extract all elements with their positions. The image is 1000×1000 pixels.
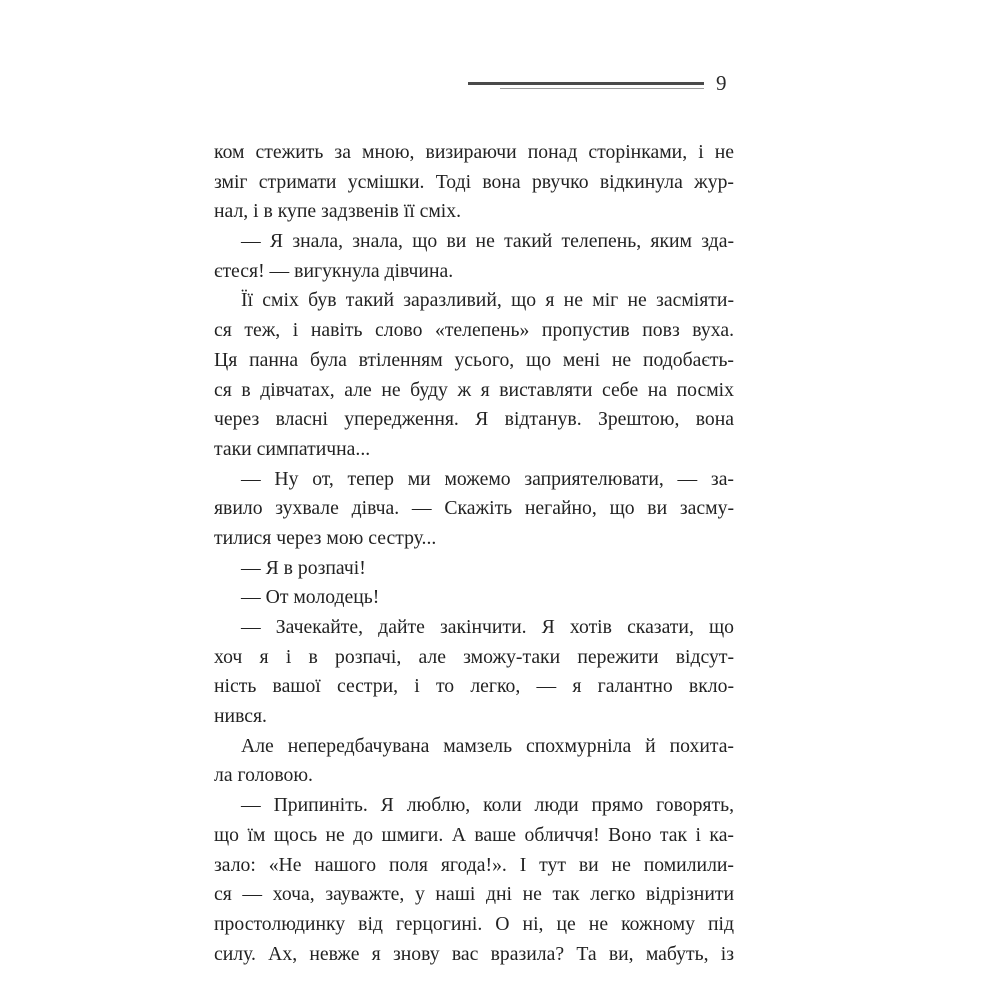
page-number: 9 [716,71,727,95]
text-line: ком стежить за мною, визираючи понад сторінками, і не [214,141,734,163]
text-line: — От молодець! [241,586,380,609]
text-line: нал, і в купе задзвенів її сміх. [214,200,462,223]
text-line: силу. Ах, невже я знову вас вразила? Та ви, мабуть, із [214,942,734,965]
text-line: ся в дівчатах, але не буду ж я виставляти себе на посміх [214,378,734,401]
text-line: ність вашої сестри, і то легко, — я галантно вкло- [214,675,734,698]
text-line: явило зухвале дівча. — Скажіть негайно, що ви засму- [214,497,734,520]
text-line: — Я знала, знала, що ви не такий телепень, яким зда- [241,230,734,253]
body-text [214,138,734,969]
text-line: тилися через мою сестру... [214,526,437,549]
text-line: зало: «Не нашого поля ягода!». І тут ви не помилили- [214,853,734,876]
text-line: Ця панна була втіленням усього, що мені не подобаєть- [214,348,734,371]
text-line: ся теж, і навіть слово «телепень» пропустив повз вуха. [214,319,734,342]
header-rule [468,82,704,85]
text-line: що їм щось не до шмиги. А ваше обличчя! Воно так і ка- [214,823,734,846]
text-line: — Зачекайте, дайте закінчити. Я хотів сказати, що [241,616,734,638]
text-line: Її сміх був такий заразливий, що я не міг не засміяти- [241,289,734,312]
text-line: ла головою. [214,764,313,787]
text-line: хоч я і в розпачі, але зможу-таки пережити відсут- [214,645,734,668]
text-line: єтеся! — вигукнула дівчина. [214,259,454,282]
text-line: Але непередбачувана мамзель спохмурніла й похита- [241,734,734,757]
text-line: зміг стримати усмішки. Тоді вона рвучко відкинула жур- [214,170,734,193]
text-line: таки симпатична... [214,437,371,460]
text-line: простолюдинку від герцогині. О ні, це не кожному під [214,912,734,935]
header-rule-secondary [500,88,704,89]
text-line: — Ну от, тепер ми можемо заприятелювати, — за- [241,467,734,490]
text-line: через власні упередження. Я відтанув. Зрештою, вона [214,408,734,431]
text-line: ся — хоча, зауважте, у наші дні не так легко відрізнити [214,883,734,906]
text-line: нився. [214,705,267,728]
text-line: — Припиніть. Я люблю, коли люди прямо говорять, [241,794,734,817]
text-line: — Я в розпачі! [241,556,366,579]
